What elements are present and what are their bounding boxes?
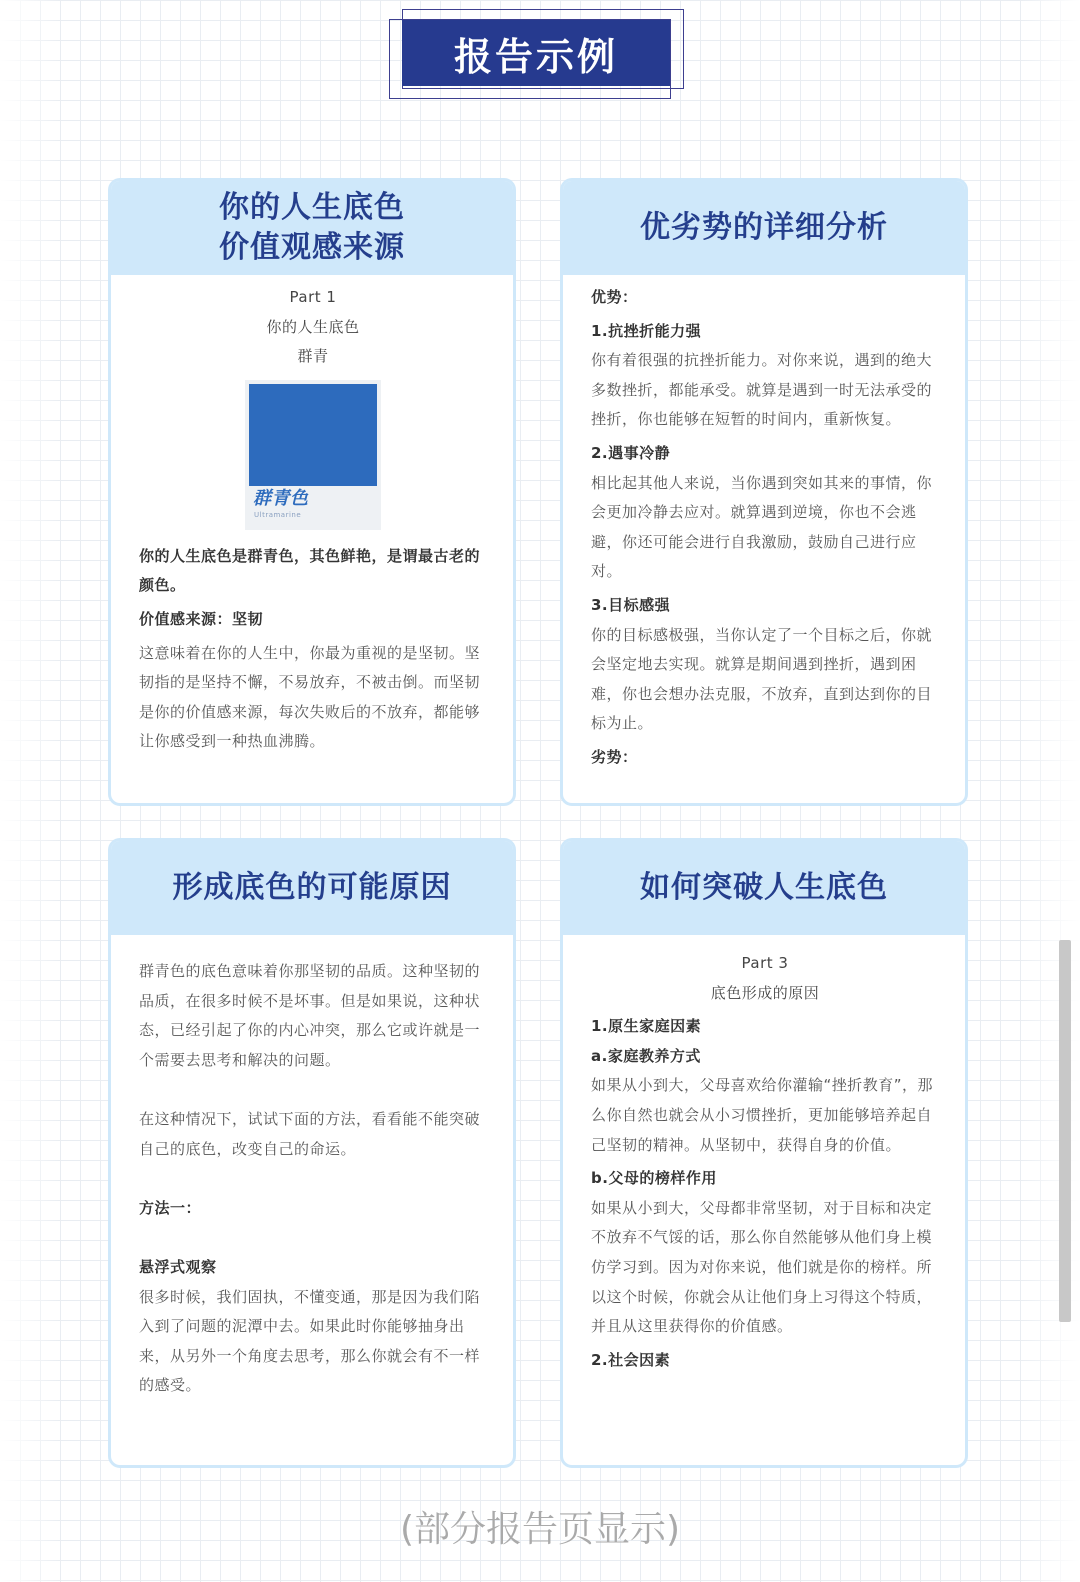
paragraph: 群青色的底色意味着你那坚韧的品质。这种坚韧的品质，在很多时候不是坏事。但是如果说，这种状态，已经引起了你的内心冲突，那么它或许就是一个需要去思考和解决的问题。 [139, 962, 481, 1069]
part-label: Part 1 [289, 288, 337, 306]
page-title: 报告示例 [453, 34, 618, 79]
card-header [563, 181, 965, 275]
advantages-label: 优势： [591, 288, 638, 306]
scrollbar-thumb[interactable] [1059, 940, 1071, 1322]
card-header [111, 181, 513, 275]
spacer [139, 1164, 487, 1194]
color-swatch [245, 380, 381, 530]
card-break-through [560, 838, 968, 1468]
disadvantages-label: 劣势： [591, 747, 638, 766]
page-header-badge [389, 9, 685, 101]
card-life-base-color [108, 178, 516, 806]
section-subtitle: 你的人生底色 [266, 317, 360, 336]
item-text: 相比起其他人来说，当你遇到突如其来的事情，你会更加冷静去应对。就算遇到逆境，你也不会逃避，你还可能会进行自我激励，鼓励自己进行应对。 [591, 473, 933, 581]
card-title-line1: 你的人生底色 [219, 190, 405, 225]
card-body [563, 275, 965, 773]
method-name: 悬浮式观察 [139, 1257, 217, 1276]
background-fade-left [0, 0, 60, 1582]
card-title: 形成底色的可能原因 [172, 870, 452, 905]
color-name: 群青 [297, 347, 329, 366]
card-title: 如何突破人生底色 [640, 870, 888, 905]
card-header [111, 841, 513, 935]
factor-heading: 2.社会因素 [591, 1350, 671, 1369]
section-subtitle: 底色形成的原因 [710, 983, 820, 1002]
item-text: 你的目标感极强，当你认定了一个目标之后，你就会坚定地去实现。就算是期间遇到挫折，遇到困难，你也会想办法克服，不放弃，直到达到你的目标为止。 [591, 625, 933, 733]
header-fill [402, 20, 670, 86]
sub-heading: b.父母的榜样作用 [591, 1169, 717, 1188]
item-text: 你有着很强的抗挫折能力。对你来说，遇到的绝大多数挫折，都能承受。就算是遇到一时无法承受的挫折，你也能够在短暂的时间内，重新恢复。 [591, 351, 933, 429]
paragraph: 在这种情况下，试试下面的方法，看看能不能突破自己的底色，改变自己的命运。 [139, 1109, 481, 1158]
card-body [563, 935, 965, 1375]
value-source-heading: 价值感来源：坚韧 [139, 609, 264, 628]
method-text: 很多时候，我们固执，不懂变通，那是因为我们陷入到了问题的泥潭中去。如果此时你能够抽身出来，从另外一个角度去思考，那么你就会有不一样的感受。 [139, 1287, 481, 1395]
item-heading: 2.遇事冷静 [591, 443, 671, 462]
card-body [111, 275, 513, 757]
factor-heading: 1.原生家庭因素 [591, 1017, 702, 1036]
sub-text: 如果从小到大，父母喜欢给你灌输“挫折教育”，那么你自然也就会从小习惯挫折，更加能够培养起自己坚韧的精神。从坚韧中，获得自身的价值。 [591, 1076, 934, 1154]
part-label: Part 3 [741, 954, 789, 972]
card-body [111, 935, 513, 1401]
card-strengths-weaknesses [560, 178, 968, 806]
swatch-sublabel: Ultramarine [254, 510, 302, 519]
method-label: 方法一： [139, 1198, 202, 1217]
card-title: 优劣势的详细分析 [640, 210, 888, 245]
card-title-line2: 价值观感来源 [219, 230, 405, 265]
swatch-label: 群青色 [253, 487, 309, 509]
sub-text: 如果从小到大，父母都非常坚韧，对于目标和决定不放弃不气馁的话，那么你自然能够从他们身上模仿学习到。因为对你来说，他们就是你的榜样。所以这个时候，你就会从让他们身上习得这个特质，并且从这里获得你的价值感。 [591, 1198, 933, 1336]
item-heading: 1.抗挫折能力强 [591, 321, 702, 340]
value-source-text: 这意味着在你的人生中，你最为重视的是坚韧。坚韧指的是坚持不懈，不易放弃，不被击倒。而坚韧是你的价值感来源，每次失败后的不放弃，都能够让你感受到一种热血沸腾。 [139, 643, 481, 751]
spacer [139, 1075, 487, 1105]
item-heading: 3.目标感强 [591, 595, 671, 614]
sub-heading: a.家庭教养方式 [591, 1046, 701, 1065]
intro-text: 你的人生底色是群青色，其色鲜艳，是谓最古老的颜色。 [139, 546, 481, 595]
swatch-color-block [249, 384, 377, 486]
card-header [563, 841, 965, 935]
spacer [139, 1223, 487, 1253]
footer-note: (部分报告页显示) [399, 1509, 681, 1550]
card-possible-causes [108, 838, 516, 1468]
background-fade-right [1020, 0, 1080, 1582]
